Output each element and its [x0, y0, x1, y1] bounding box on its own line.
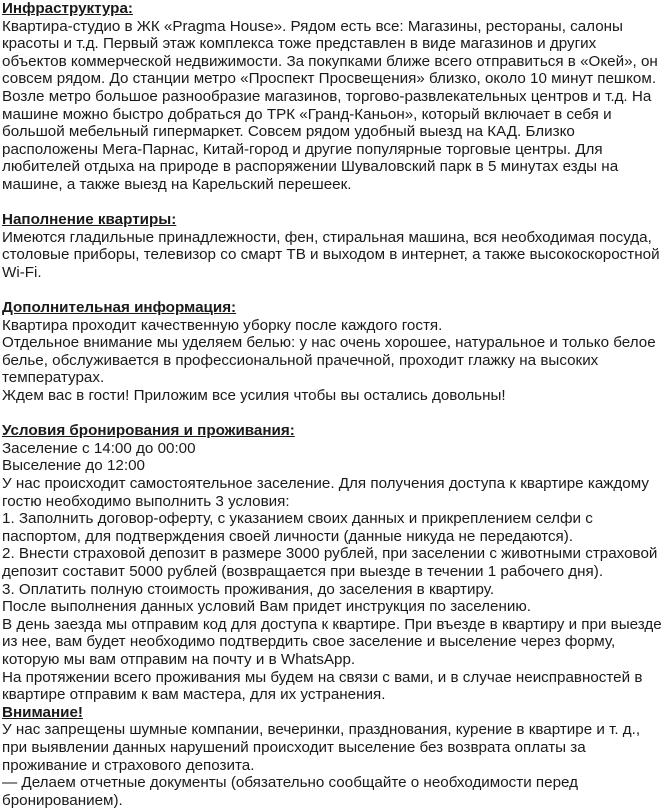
section-attention — [2, 704, 663, 810]
spacer — [2, 405, 663, 423]
section-apartment-filling — [2, 211, 663, 281]
section-infrastructure — [2, 0, 663, 194]
text-line: — Делаем отчетные документы (обязательно сообщайте о необходимости перед бронированием). — [2, 774, 579, 809]
heading-apartment-filling: Наполнение квартиры: — [2, 211, 177, 229]
text-line: Отдельное внимание мы уделяем белью: у нас очень хорошее, натуральное и только белое белье, обслуживается в профессиональной прачечной, проходит глажку на высоких температурах. — [2, 334, 656, 387]
condition-item: 2. Внести страховой депозит в размере 3000 рублей, при заселении с животными страховой депозит составит 5000 рублей (возвращается при выезде в течении 1 рабочего дня). — [2, 545, 658, 580]
heading-infrastructure: Инфраструктура: — [2, 0, 133, 17]
heading-additional-info: Дополнительная информация: — [2, 299, 237, 317]
section-additional-info — [2, 299, 663, 405]
text-line: Ждем вас в гости! Приложим все усилия чтобы вы остались довольны! — [2, 387, 506, 405]
condition-item: 3. Оплатить полную стоимость проживания, до заселения в квартиру. — [2, 580, 495, 598]
checkout-time: Выселение до 12:00 — [2, 457, 145, 475]
section-booking-terms — [2, 422, 663, 704]
heading-attention: Внимание! — [2, 703, 83, 721]
text-line: У нас происходит самостоятельное заселение. Для получения доступа к квартире каждому гостю необходимо выполнить 3 условия: — [2, 475, 649, 510]
spacer — [2, 194, 663, 212]
text-infrastructure: Квартира-студио в ЖК «Pragma House». Рядом есть все: Магазины, рестораны, салоны красоты и т.д. Первый этаж комплекса тоже представлен в виде магазинов и других объектов коммерческой недвижимости. За покупками ближе всего отправиться в «Окей», он совсем рядом. До станции метро «Проспект Просвещения» близко, около 10 минут пешком. Возле метро большое разнообразие магазинов, торгово-развлекательных центров и т.д. На машине можно быстро добраться до ТРК «Гранд-Каньон», который включает в себя и большой мебельный гипермаркет. Совсем рядом удобный выезд на КАД. Близко расположены Мега-Парнас, Китай-город и другие популярные торговые центры. Для любителей отдыха на природе в распоряжении Шуваловский парк в 5 минутах езды на машине, а также выезд на Карельский перешеек. — [2, 17, 658, 193]
text-apartment-filling: Имеются гладильные принадлежности, фен, стиральная машина, вся необходимая посуда, столовые приборы, телевизор со смарт ТВ и выходом в интернет, а также высокоскоростной Wi-Fi. — [2, 228, 660, 281]
checkin-time: Заселение с 14:00 до 00:00 — [2, 439, 196, 457]
heading-booking-terms: Условия бронирования и проживания: — [2, 422, 295, 440]
text-line: В день заезда мы отправим код для доступа к квартире. При въезде в квартиру и при выезде из нее, вам будет необходимо подтвердить свое заселение и выселение через форму, которую мы вам отправим на почту и в WhatsApp. — [2, 615, 662, 668]
text-line: На протяжении всего проживания мы будем на связи с вами, и в случае неисправностей в квартире отправим к вам мастера, для их устранения. — [2, 668, 643, 704]
text-line: Квартира проходит качественную уборку после каждого гостя. — [2, 316, 443, 334]
spacer — [2, 282, 663, 300]
text-line: После выполнения данных условий Вам придет инструкция по заселению. — [2, 598, 531, 616]
condition-item: 1. Заполнить договор-оферту, с указанием своих данных и прикреплением селфи с паспортом, для подтверждения своей личности (данные никуда не передаются). — [2, 510, 593, 545]
text-line: У нас запрещены шумные компании, вечеринки, празднования, курение в квартире и т. д., при выявлении данных нарушений происходит выселение без возврата оплаты за проживание и страхового депозита. — [2, 721, 641, 774]
